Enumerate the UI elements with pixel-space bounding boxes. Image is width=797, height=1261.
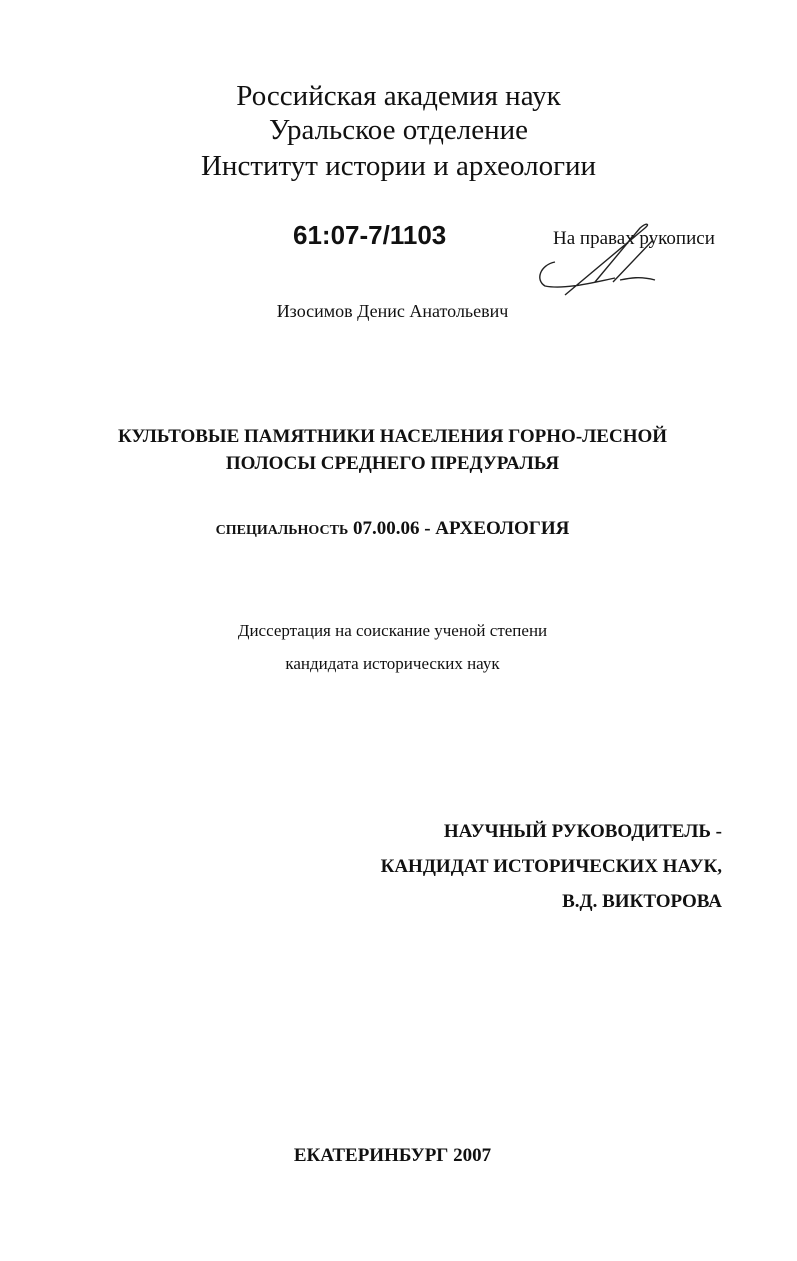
supervisor-line-2: КАНДИДАТ ИСТОРИЧЕСКИХ НАУК, xyxy=(380,856,722,877)
academy-name: Российская академия наук xyxy=(236,80,561,112)
city-year: ЕКАТЕРИНБУРГ 2007 xyxy=(293,1145,492,1166)
catalog-code: 61:07-7/1103 xyxy=(293,220,447,250)
supervisor-line-1: НАУЧНЫЙ РУКОВОДИТЕЛЬ - xyxy=(443,821,722,842)
institute-name: Институт истории и археологии xyxy=(200,150,597,182)
rights-note: На правах рукописи xyxy=(553,228,715,249)
branch-name: Уральское отделение xyxy=(268,114,529,146)
dissertation-line-2: кандидата исторических наук xyxy=(285,654,500,673)
dissertation-line-1: Диссертация на соискание ученой степени xyxy=(237,621,548,640)
author-name: Изосимов Денис Анатольевич xyxy=(276,301,509,321)
supervisor-line-3: В.Д. ВИКТОРОВА xyxy=(562,891,722,912)
specialty xyxy=(0,518,785,540)
thesis-title-line-2: ПОЛОСЫ СРЕДНЕГО ПРЕДУРАЛЬЯ xyxy=(225,453,560,474)
specialty-label: СПЕЦИАЛЬНОСТЬ xyxy=(215,523,349,538)
thesis-title-line-1: КУЛЬТОВЫЕ ПАМЯТНИКИ НАСЕЛЕНИЯ ГОРНО-ЛЕСНОЙ xyxy=(117,426,668,447)
specialty-value: 07.00.06 - АРХЕОЛОГИЯ xyxy=(352,518,570,539)
signature-icon xyxy=(535,220,665,300)
